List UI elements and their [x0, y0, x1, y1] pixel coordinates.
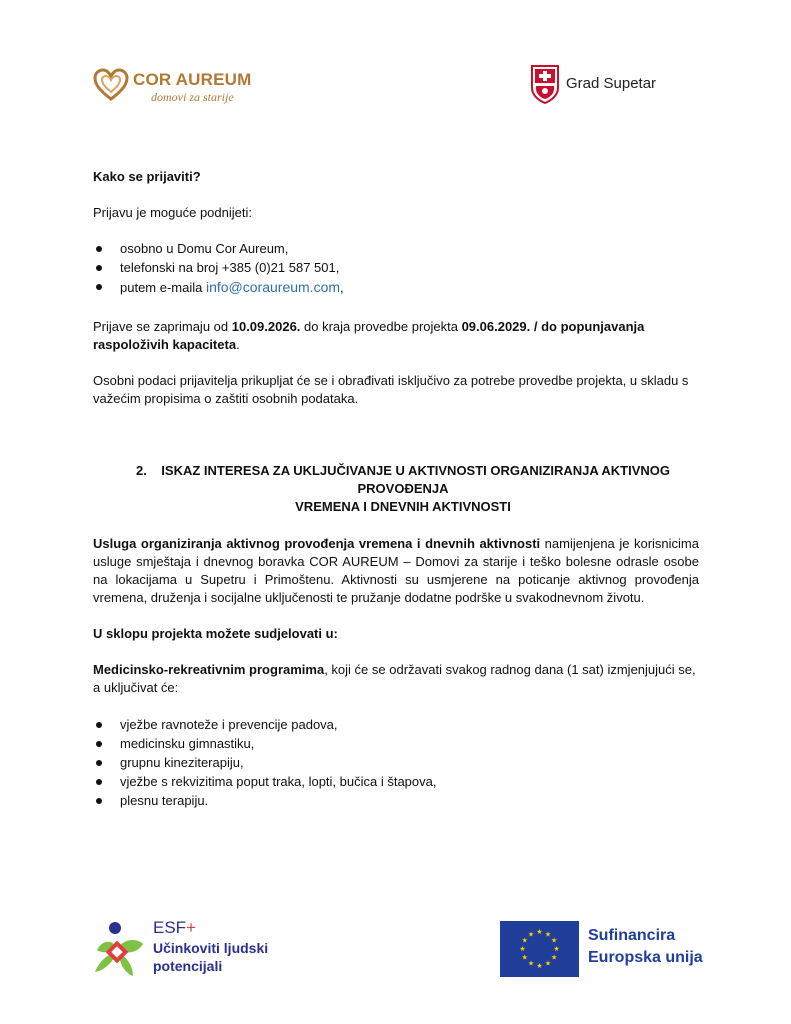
section-heading-how-to-apply: Kako se prijaviti? — [93, 169, 201, 184]
svg-text:★: ★ — [551, 936, 558, 945]
svg-text:★: ★ — [553, 945, 560, 953]
svg-text:★: ★ — [521, 953, 528, 962]
list-item-text: telefonski na broj +385 (0)21 587 501, — [120, 260, 340, 275]
svg-text:★: ★ — [551, 953, 558, 962]
service-description-text: namijenjena je korisnicima usluge smještaja i dnevnog boravka COR AUREUM – Domovi za starije i teško bolesne odrasle osobe na lokacijama u Supetru i Primoštenu. Aktivnosti su usmjerene na poticanje aktivnog provođenja vremena, druženja i socijalne uključenosti te pružanje dodatne podrške u svakodnevnom životu. — [93, 536, 699, 605]
esf-plus-sign: + — [186, 918, 196, 937]
service-description — [93, 535, 699, 607]
application-dates — [93, 318, 699, 354]
dates-suffix: . — [236, 337, 240, 352]
email-link[interactable]: info@coraureum.com — [205, 279, 341, 295]
list-item-text: vježbe s rekvizitima poput traka, lopti, bučica i štapova, — [120, 774, 437, 789]
document-body — [93, 168, 699, 811]
dates-start: 10.09.2026. — [231, 319, 301, 334]
cor-aureum-logo — [93, 66, 268, 106]
list-item — [93, 754, 699, 773]
grad-supetar-name: Grad Supetar — [566, 75, 657, 92]
list-item-text: vježbe ravnoteže i prevencije padova, — [120, 717, 338, 732]
list-item-text: grupnu kineziterapiju, — [120, 755, 244, 770]
medical-programs-text: , koji će se održavati svakog radnog dana (1 sat) izmjenjujući se, a uključivat će: — [93, 662, 696, 695]
list-item-text: putem e-maila — [120, 280, 206, 295]
esf-line-1: Učinkoviti ljudski — [153, 940, 269, 956]
list-item-text: osobno u Domu Cor Aureum, — [120, 241, 289, 256]
eu-line-1: Sufinancira — [588, 927, 676, 944]
medical-programs-list — [93, 716, 699, 811]
privacy-notice: Osobni podaci prijavitelja prikupljat će se i obrađivati isključivo za potrebe provedbe projekta, u skladu s važećim propisima o zaštiti osobnih podataka. — [93, 373, 689, 406]
participate-heading: U sklopu projekta možete sudjelovati u: — [93, 626, 338, 641]
svg-text:★: ★ — [527, 959, 535, 968]
esf-line-2: potencijali — [153, 958, 223, 974]
list-item — [93, 792, 699, 811]
cor-aureum-name: COR AUREUM — [133, 70, 252, 89]
dates-prefix: Prijave se zaprimaju od — [93, 319, 232, 334]
svg-text:★: ★ — [519, 945, 526, 953]
email-suffix: , — [340, 280, 344, 295]
esf-label — [153, 918, 196, 938]
list-item — [93, 716, 699, 735]
svg-text:★: ★ — [536, 928, 543, 936]
svg-text:★: ★ — [527, 930, 535, 939]
section-title-text: ISKAZ INTERESA ZA UKLJUČIVANJE U AKTIVNOSTI ORGANIZIRANJA AKTIVNOG PROVOĐENJA — [161, 463, 670, 496]
section-2-title-line-1 — [107, 462, 699, 498]
apply-methods-list — [93, 240, 699, 297]
coat-of-arms-icon — [530, 64, 560, 104]
dates-middle: do kraja provedbe projekta — [300, 319, 462, 334]
svg-text:★: ★ — [521, 936, 528, 945]
list-item — [93, 278, 699, 297]
list-item — [93, 259, 699, 278]
list-item — [93, 735, 699, 754]
apply-intro: Prijavu je moguće podnijeti: — [93, 205, 252, 220]
eu-line-2: Europska unija — [588, 949, 703, 966]
svg-text:★: ★ — [544, 930, 552, 939]
list-item-text: plesnu terapiju. — [120, 793, 209, 808]
heart-logo-icon — [93, 68, 129, 102]
list-item-text: medicinsku gimnastiku, — [120, 736, 255, 751]
medical-programs-intro — [93, 661, 699, 697]
esf-plus-logo — [93, 918, 313, 980]
svg-text:★: ★ — [536, 962, 543, 970]
list-item — [93, 240, 699, 259]
esf-label-text: ESF — [153, 918, 187, 937]
service-name: Usluga organiziranja aktivnog provođenja vremena i dnevnih aktivnosti — [93, 536, 541, 551]
section-number: 2. — [135, 463, 147, 478]
medical-programs-title: Medicinsko-rekreativnim programima — [93, 662, 325, 677]
esf-flower-icon — [93, 920, 145, 978]
svg-text:★: ★ — [544, 959, 552, 968]
section-2-title — [93, 462, 699, 516]
grad-supetar-logo — [530, 64, 670, 106]
section-2-title-line-2: VREMENA I DNEVNIH AKTIVNOSTI — [295, 499, 511, 514]
list-item — [93, 773, 699, 792]
eu-flag-icon — [500, 921, 579, 977]
dates-end: 09.06.2029. / do popunjavanja raspoloživih kapaciteta — [93, 319, 645, 352]
eu-cofunded-logo — [500, 921, 730, 977]
cor-aureum-subtitle: domovi za starije — [151, 90, 234, 104]
